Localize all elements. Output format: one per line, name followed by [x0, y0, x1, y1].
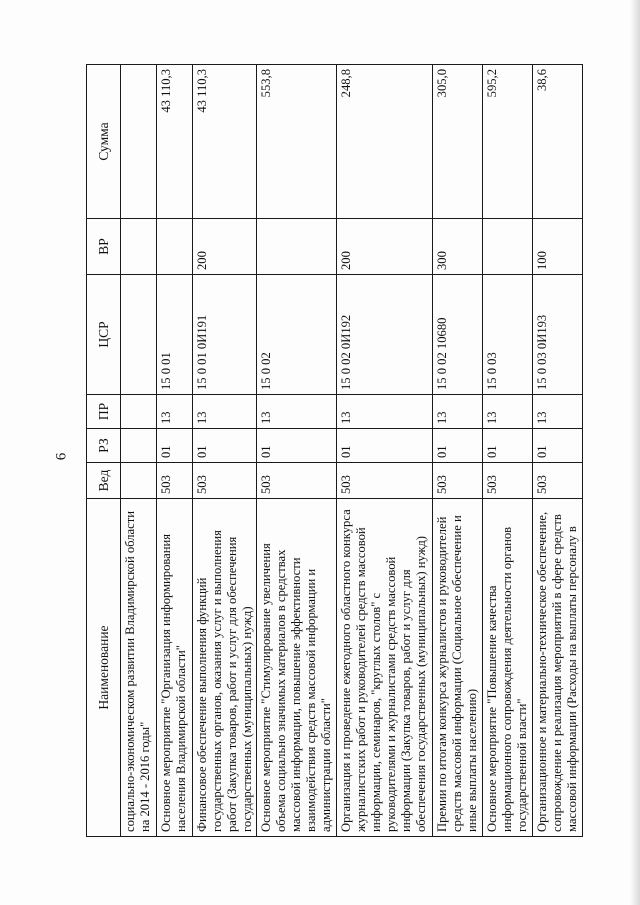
cell-name: Финансовое обеспечение выполнения функций государственных органов, оказания услуг и выполнения работ (Закупка товаров, работ и услуг для обеспечения государственных (муниципальных) нужд) [193, 499, 257, 837]
cell-vr: 300 [433, 219, 483, 275]
cell-sum: 43 110,3 [193, 65, 257, 219]
cell-sum: 595,2 [483, 65, 533, 219]
cell-name: Организационное и материально-техническое обеспечение, сопровождение и реализация мероприятий в сфере средств массовой информации (Расходы на выплаты персоналу в [533, 499, 583, 837]
header-rz: РЗ [87, 429, 121, 463]
cell-ved: 503 [337, 463, 433, 499]
cell-name: Основное мероприятие "Повышение качества информационного сопровождения деятельности органов государственной власти" [483, 499, 533, 837]
cell-sum [121, 65, 157, 219]
cell-vr: 100 [533, 219, 583, 275]
cell-rz: 01 [483, 429, 533, 463]
cell-vr [121, 219, 157, 275]
cell-sum: 305,0 [433, 65, 483, 219]
cell-sum: 553,8 [257, 65, 337, 219]
cell-rz: 01 [257, 429, 337, 463]
table-row [257, 65, 337, 837]
cell-vr [257, 219, 337, 275]
budget-table [86, 64, 583, 837]
cell-csr: 15 0 01 0И191 [193, 275, 257, 395]
cell-name: социально-экономическом развитии Владимирской области на 2014 - 2016 годы" [121, 499, 157, 837]
cell-pr: 13 [433, 395, 483, 429]
cell-vr [157, 219, 193, 275]
table-row [337, 65, 433, 837]
header-vr: ВР [87, 219, 121, 275]
header-pr: ПР [87, 395, 121, 429]
cell-rz: 01 [193, 429, 257, 463]
cell-ved: 503 [157, 463, 193, 499]
table-row [433, 65, 483, 837]
scan-edge-shadow [630, 0, 640, 905]
cell-csr: 15 0 03 0И193 [533, 275, 583, 395]
cell-csr: 15 0 02 0И192 [337, 275, 433, 395]
cell-pr: 13 [157, 395, 193, 429]
cell-sum: 38,6 [533, 65, 583, 219]
cell-csr: 15 0 03 [483, 275, 533, 395]
cell-name: Организация и проведение ежегодного областного конкурса журналистских работ и руководителей средств массовой информации, семинаров, "круглых столов" с руководителями и журналистами средств массовой информации (Закупка товаров, работ и услуг для обеспечения государственных (муниципальных) нужд) [337, 499, 433, 837]
cell-rz: 01 [337, 429, 433, 463]
cell-pr: 13 [533, 395, 583, 429]
cell-csr: 15 0 02 10680 [433, 275, 483, 395]
cell-vr: 200 [337, 219, 433, 275]
cell-ved: 503 [483, 463, 533, 499]
cell-pr: 13 [193, 395, 257, 429]
page-number: 6 [53, 452, 70, 461]
cell-ved: 503 [533, 463, 583, 499]
cell-pr: 13 [337, 395, 433, 429]
header-sum: Сумма [87, 65, 121, 219]
cell-pr: 13 [257, 395, 337, 429]
cell-ved [121, 463, 157, 499]
cell-name: Основное мероприятие "Организация информирования населения Владимирской области" [157, 499, 193, 837]
table-row [193, 65, 257, 837]
table-row [533, 65, 583, 837]
cell-rz: 01 [433, 429, 483, 463]
cell-name: Премии по итогам конкурса журналистов и руководителей средств массовой информации (Социальное обеспечение и иные выплаты населению) [433, 499, 483, 837]
header-csr: ЦСР [87, 275, 121, 395]
cell-sum: 43 110,3 [157, 65, 193, 219]
cell-vr: 200 [193, 219, 257, 275]
header-ved: Вед [87, 463, 121, 499]
table-row [483, 65, 533, 837]
table-row [121, 65, 157, 837]
cell-rz: 01 [157, 429, 193, 463]
cell-pr: 13 [483, 395, 533, 429]
table-row [157, 65, 193, 837]
table-header-row [87, 65, 121, 837]
cell-pr [121, 395, 157, 429]
cell-vr [483, 219, 533, 275]
cell-ved: 503 [193, 463, 257, 499]
rotated-table-frame [86, 65, 580, 837]
cell-ved: 503 [433, 463, 483, 499]
cell-rz [121, 429, 157, 463]
cell-sum: 248,8 [337, 65, 433, 219]
cell-rz: 01 [533, 429, 583, 463]
cell-csr: 15 0 01 [157, 275, 193, 395]
header-name: Наименование [87, 499, 121, 837]
cell-csr: 15 0 02 [257, 275, 337, 395]
cell-name: Основное мероприятие "Стимулирование увеличения объема социально значимых материалов в средствах массовой информации, повышение эффективности взаимодействия средств массовой информации и администрации области" [257, 499, 337, 837]
cell-csr [121, 275, 157, 395]
cell-ved: 503 [257, 463, 337, 499]
rotated-table-content [86, 65, 580, 837]
